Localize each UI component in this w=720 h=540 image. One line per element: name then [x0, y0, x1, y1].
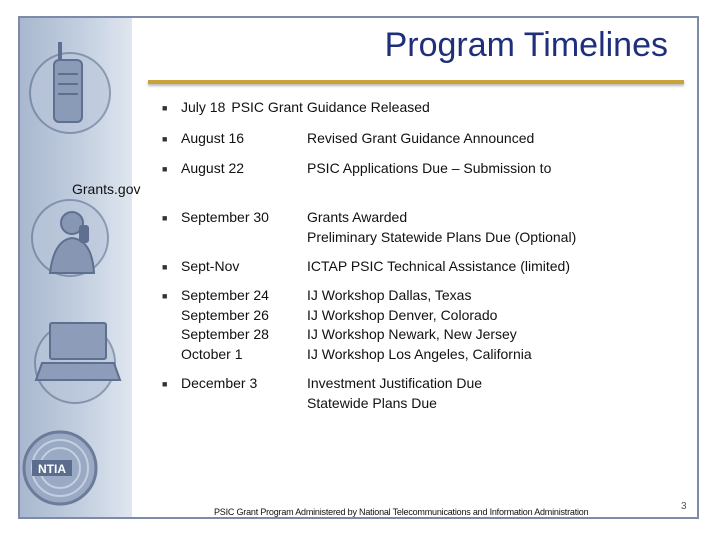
bullet-icon: ■	[162, 134, 168, 144]
item-description: Revised Grant Guidance Announced	[307, 130, 535, 146]
list-item	[162, 374, 687, 413]
list-item	[162, 129, 687, 150]
item-description: ICTAP PSIC Technical Assistance (limited)	[307, 258, 570, 274]
svg-text:NTIA: NTIA	[38, 462, 66, 476]
page-title: Program Timelines	[384, 26, 668, 64]
list-item	[162, 208, 687, 247]
page-number: 3	[681, 501, 687, 512]
title-divider	[148, 80, 684, 84]
bullet-icon: ■	[162, 213, 168, 223]
list-item	[162, 257, 687, 278]
bullet-icon: ■	[162, 379, 168, 389]
item-date: December 3	[181, 375, 258, 391]
item-date: July 18	[181, 99, 226, 115]
bullet-icon: ■	[162, 103, 168, 113]
item-date: August 16	[181, 130, 245, 146]
item-date: August 22	[181, 160, 245, 176]
item-description: PSIC Grant Guidance Released	[231, 99, 430, 115]
list-item	[162, 286, 687, 364]
list-item	[162, 98, 611, 119]
bullet-icon: ■	[162, 164, 168, 174]
item-description: Investment Justification Due Statewide Plans Due	[307, 375, 483, 411]
item-date: September 30	[181, 209, 269, 225]
bullet-icon: ■	[162, 262, 168, 272]
footer-text: PSIC Grant Program Administered by National Telecommunications and Information Administration	[214, 507, 589, 517]
item-date: Sept-Nov	[181, 258, 240, 274]
item-description: IJ Workshop Dallas, Texas IJ Workshop Denver, Colorado IJ Workshop Newark, New Jersey IJ Workshop Los Angeles, California	[307, 287, 532, 362]
list-item	[162, 159, 687, 180]
item-description-continuation: Grants.gov	[72, 181, 141, 197]
item-description: Grants Awarded Preliminary Statewide Plans Due (Optional)	[307, 209, 577, 245]
item-date: September 24 September 26 September 28 October 1	[181, 287, 269, 362]
bullet-icon: ■	[162, 291, 168, 301]
item-description: PSIC Applications Due – Submission to	[307, 160, 552, 176]
